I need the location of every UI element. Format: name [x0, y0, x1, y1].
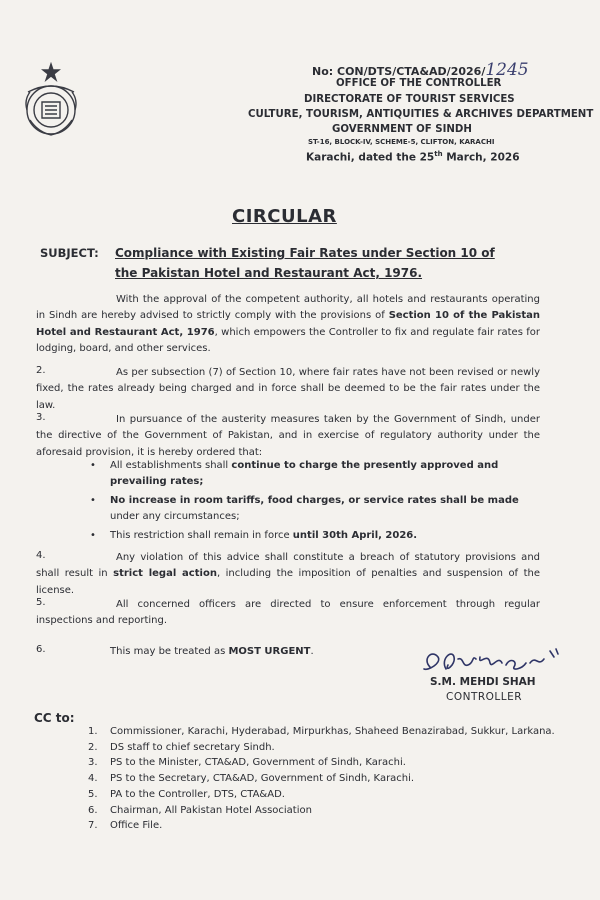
paragraph-3-number: 3. — [36, 412, 46, 423]
paragraph-4-number: 4. — [36, 550, 46, 561]
list-item: 2. DS staff to chief secretary Sindh. — [88, 741, 275, 753]
list-item: 7. Office File. — [88, 820, 163, 832]
list-item: • All establishments shall continue to charge the presently approved and prevailing rates; — [90, 460, 499, 488]
paragraph-5-number: 5. — [36, 597, 46, 608]
cc-label: CC to: — [34, 711, 75, 725]
subject-label: SUBJECT: — [40, 246, 99, 260]
subject-text: Compliance with Existing Fair Rates under Section 10 of the Pakistan Hotel and Restaurant Act, 1976. — [115, 246, 495, 280]
page-title: CIRCULAR — [232, 206, 337, 227]
paragraph-4: Any violation of this advice shall constitute a breach of statutory provisions and shall result in strict legal action, including the imposition of penalties and suspension of the license. — [36, 552, 540, 596]
department-line: CULTURE, TOURISM, ANTIQUITIES & ARCHIVES DEPARTMENT — [248, 109, 594, 120]
list-item: 1. Commissioner, Karachi, Hyderabad, Mirpurkhas, Shaheed Benazirabad, Sukkur, Larkana. — [88, 726, 555, 737]
signatory-name: S.M. MEHDI SHAH — [430, 676, 536, 688]
handwritten-reference: 1245 — [485, 60, 529, 80]
government-line: GOVERNMENT OF SINDH — [332, 124, 472, 135]
order-bullet-list — [90, 458, 540, 546]
signatory-designation: CONTROLLER — [446, 691, 523, 703]
directorate-line: DIRECTORATE OF TOURIST SERVICES — [304, 94, 515, 105]
paragraph-2: As per subsection (7) of Section 10, where fair rates have not been revised or newly fixed, the rates already being charged and in force shall be deemed to be the fair rates under the law. — [36, 367, 540, 411]
paragraph-1: With the approval of the competent authority, all hotels and restaurants operating in Sindh are hereby advised to strictly comply with the provisions of Section 10 of the Pakistan Hotel and Restaurant Act, 1976, which empowers the Controller to fix and regulate fair rates for lodging, board, and other services. — [36, 294, 541, 355]
paragraph-6-number: 6. — [36, 644, 46, 655]
list-item: 6. Chairman, All Pakistan Hotel Association — [88, 804, 312, 816]
address-line: ST-16, BLOCK-IV, SCHEME-5, CLIFTON, KARACHI — [308, 138, 495, 146]
list-item: 4. PS to the Secretary, CTA&AD, Government of Sindh, Karachi. — [88, 773, 415, 785]
paragraph-2-number: 2. — [36, 365, 46, 376]
cc-list — [88, 724, 555, 834]
reference-number: No: CON/DTS/CTA&AD/2026/1245 — [312, 60, 529, 80]
paragraph-5: All concerned officers are directed to ensure enforcement through regular inspections and reporting. — [36, 599, 540, 627]
handwritten-signature-icon — [418, 645, 568, 679]
list-item: 3. PS to the Minister, CTA&AD, Government of Sindh, Karachi. — [88, 757, 406, 769]
government-seal-icon — [18, 62, 84, 142]
paragraph-6: This may be treated as MOST URGENT. — [110, 646, 314, 657]
list-item: • No increase in room tariffs, food charges, or service rates shall be made under any circumstances; — [90, 494, 519, 523]
date-line: Karachi, dated the 25th March, 2026 — [306, 150, 520, 164]
list-item: • This restriction shall remain in force until 30th April, 2026. — [90, 529, 418, 541]
list-item: 5. PA to the Controller, DTS, CTA&AD. — [88, 788, 285, 800]
paragraph-3: In pursuance of the austerity measures taken by the Government of Sindh, under the directive of the Government of Pakistan, and in exercise of regulatory authority under the aforesaid provision, it is hereby ordered that: — [36, 414, 540, 458]
office-line: OFFICE OF THE CONTROLLER — [336, 78, 502, 89]
